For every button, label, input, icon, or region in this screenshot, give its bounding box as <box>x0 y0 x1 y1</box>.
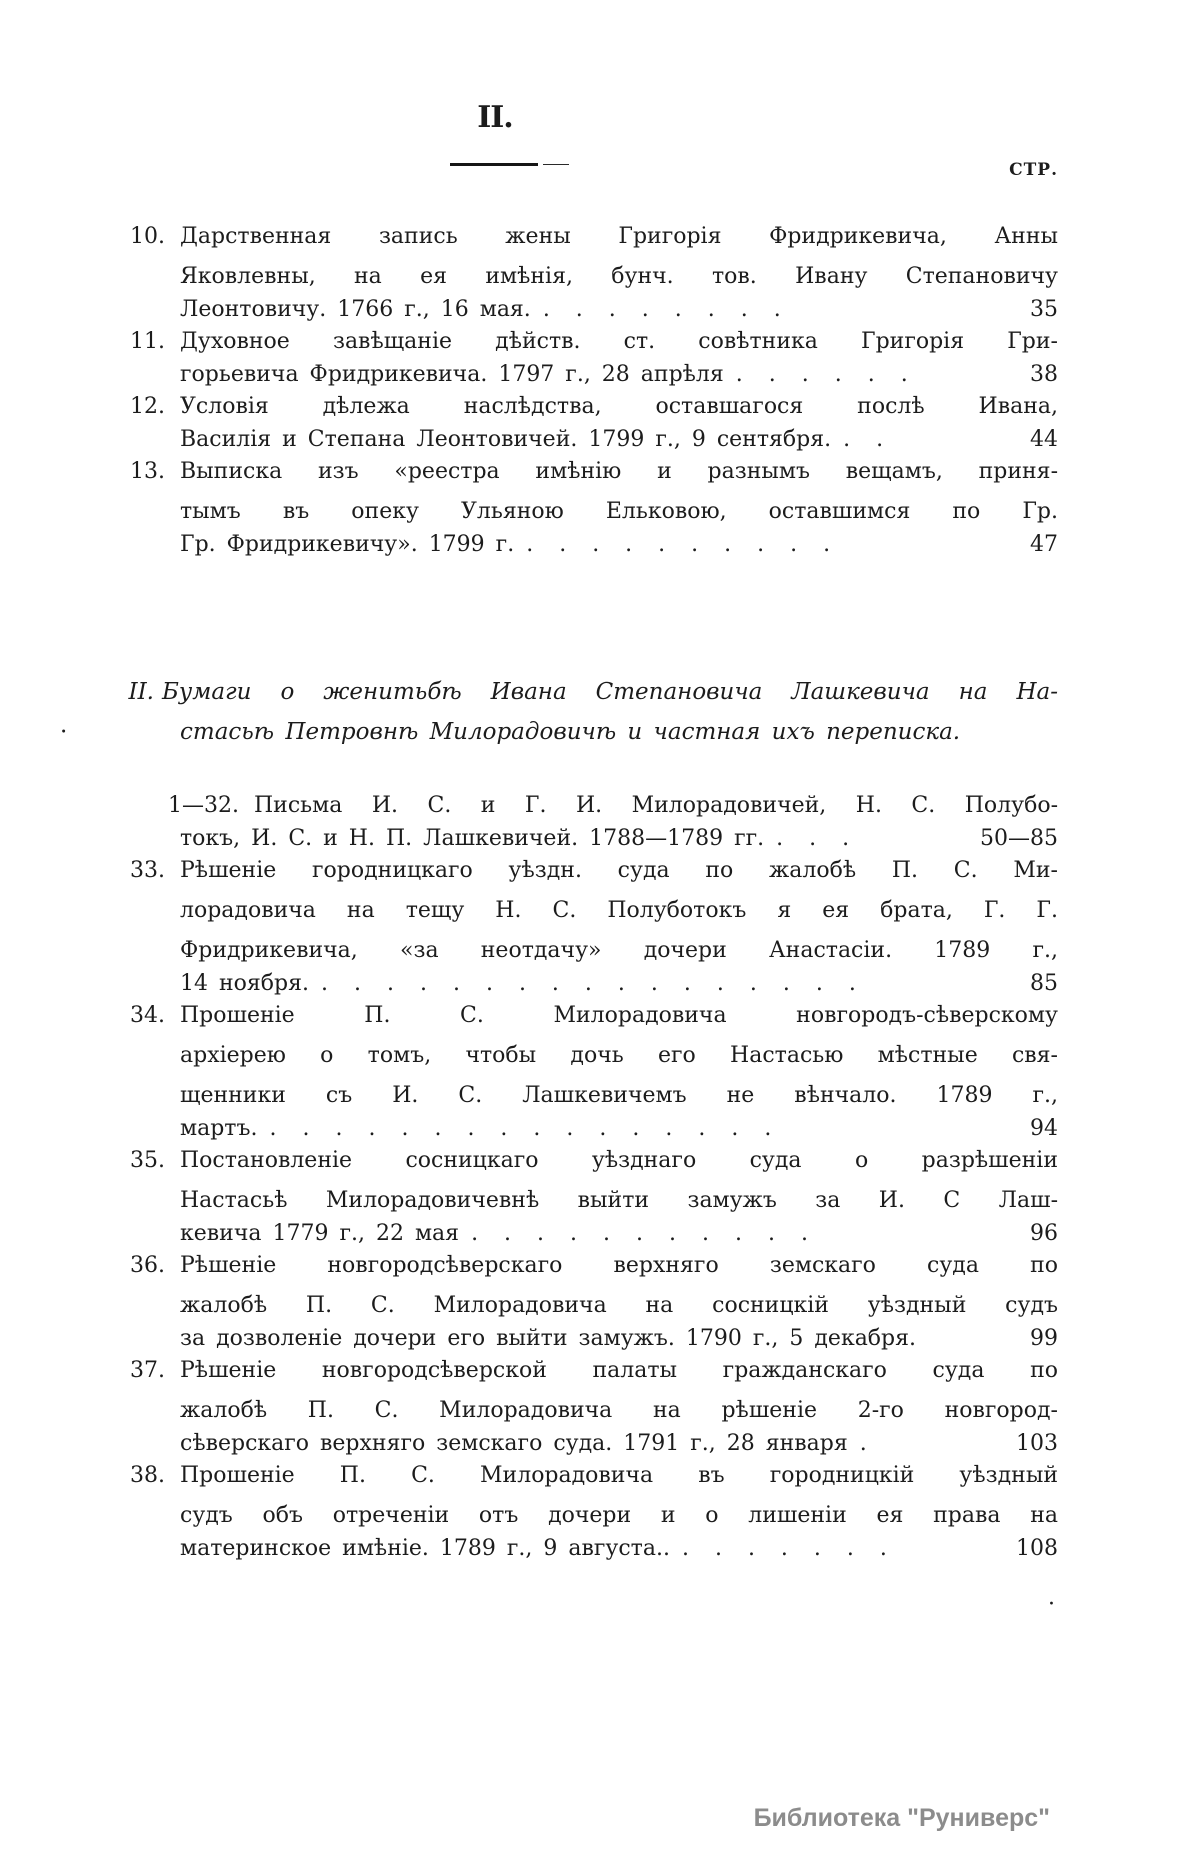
entry-number: 13. <box>130 459 165 484</box>
toc-entry <box>118 1351 1058 1456</box>
toc-entry <box>118 996 1058 1141</box>
page-number: 108 <box>1016 1536 1058 1561</box>
entry-number: 11. <box>130 329 165 354</box>
entry-line: лорадовича на тещу Н. С. Полуботокъ я ея брата, Г. Г. <box>180 898 1058 923</box>
entry-line: жалобѣ П. С. Милорадовича на рѣшеніе 2-го новгород- <box>180 1398 1058 1423</box>
entry-line <box>118 1536 1058 1561</box>
entry-number: 37. <box>130 1358 165 1383</box>
section-number: II. <box>128 679 154 705</box>
toc-entry <box>118 1246 1058 1351</box>
page-number: 99 <box>1030 1326 1058 1351</box>
dot-leader: ........ <box>542 297 807 322</box>
entry-text: Леонтовичу. 1766 г., 16 мая. <box>180 297 531 322</box>
entry-line <box>118 1351 1058 1391</box>
dot-leader: .. <box>843 427 910 452</box>
entry-line <box>118 1221 1058 1246</box>
entry-line: жалобѣ П. С. Милорадовича на сосницкій уѣздный судъ <box>180 1293 1058 1318</box>
entry-line <box>118 297 1058 322</box>
page-number: 94 <box>1030 1116 1058 1141</box>
dot-leader: ....... <box>681 1536 913 1561</box>
section-heading-line <box>60 712 1058 752</box>
entry-number: 36. <box>130 1253 165 1278</box>
entry-text: Рѣшеніе новгородсѣверскаго верхняго земскаго суда по <box>180 1253 1058 1278</box>
entry-line <box>118 532 1058 557</box>
dot-leader: . <box>859 1431 893 1456</box>
page-number: 38 <box>1030 362 1058 387</box>
entry-line <box>118 1431 1058 1456</box>
toc-entry <box>118 1141 1058 1246</box>
entry-number: 35. <box>130 1148 165 1173</box>
entry-number: 38. <box>130 1463 165 1488</box>
entry-text: мартъ. <box>180 1116 258 1141</box>
entry-line: Настасьѣ Милорадовичевнѣ выйти замужъ за И. С Лаш- <box>180 1188 1058 1213</box>
entry-line: тымъ въ опеку Ульяною Ельковою, оставшимся по Гр. <box>180 499 1058 524</box>
entry-line <box>118 1141 1058 1181</box>
dot-leader: ................ <box>269 1116 798 1141</box>
entry-text: Письма И. С. и Г. И. Милорадовичей, Н. С. Полубо- <box>253 793 1058 818</box>
entry-text: Дарственная запись жены Григорія Фридрикевича, Анны <box>180 224 1058 249</box>
page-number: 35 <box>1030 297 1058 322</box>
section-heading-text: стасьѣ Петровнѣ Милорадовичѣ и частная ихъ переписка. <box>180 719 961 745</box>
entry-line: судъ объ отреченіи отъ дочери и о лишеніи ея права на <box>180 1503 1058 1528</box>
entry-text: Рѣшеніе новгородсѣверской палаты гражданскаго суда по <box>180 1358 1058 1383</box>
entry-line <box>118 427 1058 452</box>
entry-line <box>118 1326 1058 1351</box>
entry-line <box>118 322 1058 362</box>
entry-line <box>118 1456 1058 1496</box>
entry-text: Гр. Фридрикевичу». 1799 г. <box>180 532 515 557</box>
toc-entry <box>118 786 1058 851</box>
entry-text: кевича 1779 г., 22 мая <box>180 1221 460 1246</box>
continuation-mark: · <box>60 719 68 745</box>
entry-text: 14 ноября. <box>180 971 309 996</box>
entry-number: 10. <box>130 224 165 249</box>
page-number: 47 <box>1030 532 1058 557</box>
stray-ink-mark: · <box>1048 1592 1055 1617</box>
toc-entry <box>118 387 1058 452</box>
entry-line <box>118 996 1058 1036</box>
entry-text: за дозволеніе дочери его выйти замужъ. 1790 г., 5 декабря. <box>180 1326 917 1351</box>
dot-leader: .......... <box>526 532 857 557</box>
section-heading <box>60 672 1058 752</box>
entry-text: Духовное завѣщаніе дѣйств. ст. совѣтника Григорія Гри- <box>180 329 1058 354</box>
watermark-text: Библиотека "Руниверс" <box>753 1804 1050 1832</box>
page-roman-numeral: II. <box>477 100 513 135</box>
entry-line <box>118 971 1058 996</box>
entry-text: Выписка изъ «реестра имѣнію и разнымъ вещамъ, приня- <box>180 459 1058 484</box>
dot-leader: ................. <box>320 971 882 996</box>
entry-text: материнское имѣніе. 1789 г., 9 августа.. <box>180 1536 670 1561</box>
entry-text: токъ, И. С. и Н. П. Лашкевичей. 1788—1789 гг. <box>180 826 765 851</box>
entry-line: щенники съ И. С. Лашкевичемъ не вѣнчало. 1789 г., <box>180 1083 1058 1108</box>
entry-line <box>118 786 1058 826</box>
entry-line <box>118 217 1058 257</box>
dot-leader <box>916 1326 1008 1351</box>
dot-leader: ... <box>776 826 876 851</box>
entry-line: Фридрикевича, «за неотдачу» дочери Анастасіи. 1789 г., <box>180 938 1058 963</box>
toc-entry <box>118 217 1058 322</box>
section-heading-line <box>118 672 1058 712</box>
entry-line <box>118 1116 1058 1141</box>
entry-line: Яковлевны, на ея имѣнія, бунч. тов. Ивану Степановичу <box>180 264 1058 289</box>
page-number: 85 <box>1030 971 1058 996</box>
entry-text: Василія и Степана Леонтовичей. 1799 г., 9 сентября. <box>180 427 832 452</box>
toc-entry <box>118 322 1058 387</box>
page-number: 96 <box>1030 1221 1058 1246</box>
page-number: 103 <box>1016 1431 1058 1456</box>
page-number: 44 <box>1030 427 1058 452</box>
toc-entry <box>118 851 1058 996</box>
entry-text: горьевича Фридрикевича. 1797 г., 28 апрѣля <box>180 362 724 387</box>
entry-line <box>118 851 1058 891</box>
page-number: 50—85 <box>980 826 1058 851</box>
entry-number: 33. <box>130 858 165 883</box>
toc-group-1 <box>118 217 1058 557</box>
entry-text: Прошеніе П. С. Милорадовича въ городницкій уѣздный <box>180 1463 1058 1488</box>
entry-line <box>118 452 1058 492</box>
entry-number: 1—32. <box>168 793 239 818</box>
entry-number: 34. <box>130 1003 165 1028</box>
entry-text: Рѣшеніе городницкаго уѣздн. суда по жалобѣ П. С. Ми- <box>180 858 1058 883</box>
section-heading-text: Бумаги о женитьбѣ Ивана Степановича Лашкевича на На- <box>162 679 1058 705</box>
dot-leader: ........... <box>471 1221 834 1246</box>
toc-entry <box>118 1456 1058 1561</box>
entry-text: сѣверскаго верхняго земскаго суда. 1791 г., 28 января <box>180 1431 848 1456</box>
entry-text: Постановленіе сосницкаго уѣзднаго суда о разрѣшеніи <box>180 1148 1058 1173</box>
toc-entry <box>118 452 1058 557</box>
entry-text: Условія дѣлежа наслѣдства, оставшагося послѣ Ивана, <box>180 394 1058 419</box>
dot-leader: ...... <box>735 362 934 387</box>
entry-text: Прошеніе П. С. Милорадовича новгородъ-сѣверскому <box>180 1003 1058 1028</box>
page-column-header: СТР. <box>1009 160 1058 180</box>
entry-line <box>118 387 1058 427</box>
entry-line <box>118 362 1058 387</box>
entry-line <box>118 826 1058 851</box>
entry-line: архіерею о томъ, чтобы дочь его Настасью мѣстные свя- <box>180 1043 1058 1068</box>
entry-line <box>118 1246 1058 1286</box>
entry-number: 12. <box>130 394 165 419</box>
toc-group-2 <box>118 786 1058 1617</box>
